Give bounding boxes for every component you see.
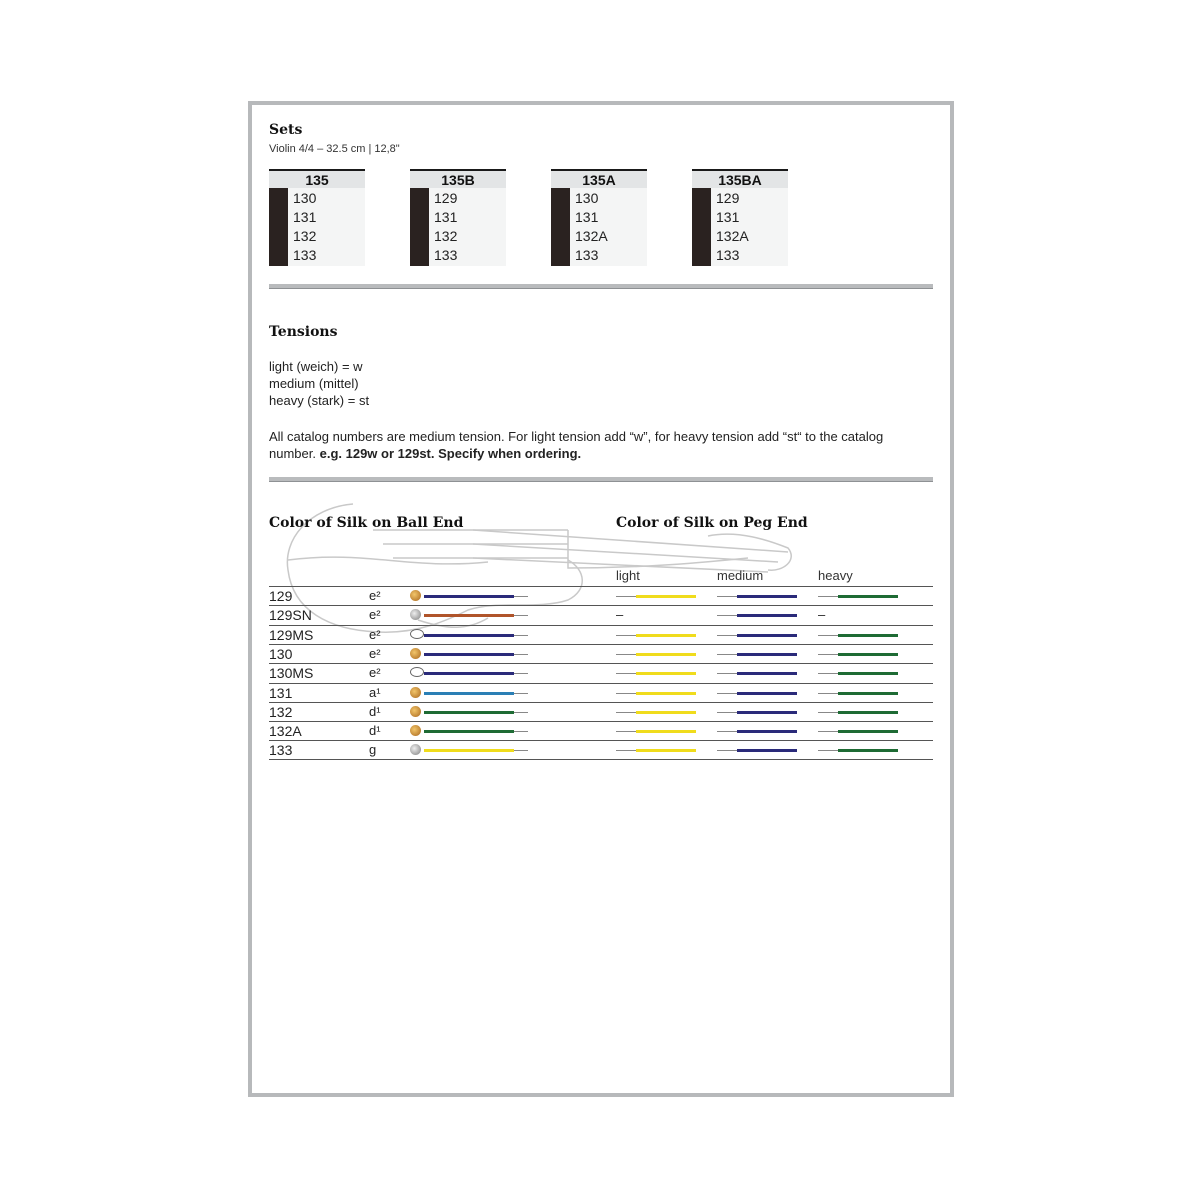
tension-heavy: heavy (stark) = st [269,393,370,408]
col-heavy: heavy [818,568,853,583]
ball-end-icon [410,725,421,736]
set-box [692,169,788,266]
divider-1 [269,284,933,289]
peg-wire [616,673,636,674]
ball-silk-swatch [424,595,514,598]
peg-light-none: – [616,607,624,623]
sets-title: Sets [269,122,303,138]
set-item: 129 [434,190,458,206]
peg-wire [818,635,838,636]
silk-row [269,721,933,740]
set-box-header [269,169,365,188]
peg-wire [818,596,838,597]
peg-wire [818,693,838,694]
ball-silk-swatch [424,634,514,637]
set-item: 131 [716,209,740,225]
ball-wire [514,654,528,655]
ball-silk-swatch [424,614,514,617]
string-note: e² [369,665,381,681]
divider-2 [269,477,933,482]
sets-subtitle: Violin 4/4 – 32.5 cm | 12,8" [269,143,400,155]
loop-end-icon [410,667,424,677]
set-box-bar [551,188,570,266]
set-item: 130 [575,190,599,206]
ball-wire [514,731,528,732]
set-item: 132 [293,228,317,244]
set-name: 135B [441,172,475,188]
peg-light-swatch [636,730,696,733]
peg-heavy-swatch [838,595,898,598]
peg-medium-swatch [737,595,797,598]
string-note: a¹ [369,684,381,700]
set-item: 133 [434,247,458,263]
set-item: 129 [716,190,740,206]
string-code: 132A [269,723,302,740]
set-box-header [692,169,788,188]
peg-wire [616,596,636,597]
loop-end-icon [410,629,424,639]
peg-heavy-swatch [838,634,898,637]
set-box-bar [269,188,288,266]
tension-note-bold: e.g. 129w or 129st. Specify when ordering. [319,446,582,461]
peg-medium-swatch [737,692,797,695]
string-code: 132 [269,703,293,720]
set-box [551,169,647,266]
set-box [410,169,506,266]
ball-end-icon [410,706,421,717]
tension-note [269,428,919,462]
peg-wire [717,635,737,636]
peg-wire [818,731,838,732]
silk-row [269,605,933,624]
set-box [269,169,365,266]
col-medium: medium [717,568,764,583]
string-note: e² [369,607,381,623]
peg-wire [818,654,838,655]
string-note: d¹ [369,703,381,719]
ball-wire [514,635,528,636]
peg-wire [818,712,838,713]
peg-medium-swatch [737,730,797,733]
string-note: e² [369,626,381,642]
string-code: 130 [269,645,293,662]
peg-medium-swatch [737,614,797,617]
peg-wire [616,654,636,655]
ball-end-icon [410,687,421,698]
set-box-header [410,169,506,188]
string-code: 131 [269,684,293,701]
ball-silk-swatch [424,749,514,752]
peg-wire [717,615,737,616]
ball-wire [514,693,528,694]
set-item: 132 [434,228,458,244]
ball-end-icon [410,590,421,601]
ball-end-icon [410,648,421,659]
peg-wire [616,635,636,636]
peg-light-swatch [636,672,696,675]
ball-silk-swatch [424,730,514,733]
peg-light-swatch [636,653,696,656]
peg-light-swatch [636,711,696,714]
peg-wire [717,673,737,674]
string-note: e² [369,645,381,661]
peg-wire [818,673,838,674]
ball-wire [514,596,528,597]
silk-row [269,740,933,760]
set-item: 133 [716,247,740,263]
ball-end-icon [410,744,421,755]
set-name: 135BA [718,172,762,188]
silk-row [269,644,933,663]
set-item: 131 [293,209,317,225]
peg-heavy-swatch [838,653,898,656]
peg-wire [616,731,636,732]
peg-light-swatch [636,634,696,637]
tension-light: light (weich) = w [269,359,363,374]
silk-row [269,683,933,702]
ball-silk-swatch [424,692,514,695]
ball-wire [514,712,528,713]
string-note: d¹ [369,723,381,739]
peg-wire [717,654,737,655]
set-item: 133 [575,247,599,263]
set-name: 135 [305,172,329,188]
peg-light-swatch [636,749,696,752]
string-code: 129SN [269,607,312,624]
peg-heavy-swatch [838,749,898,752]
silk-row [269,625,933,644]
peg-heavy-swatch [838,672,898,675]
silk-row [269,663,933,682]
peg-heavy-swatch [838,692,898,695]
ball-wire [514,750,528,751]
string-code: 129 [269,588,293,604]
peg-wire [616,693,636,694]
tensions-title: Tensions [269,324,338,340]
set-item: 132A [716,228,749,244]
peg-medium-swatch [737,653,797,656]
set-box-bar [410,188,429,266]
string-code: 130MS [269,665,314,682]
peg-heavy-swatch [838,711,898,714]
set-box-header [551,169,647,188]
tension-medium: medium (mittel) [269,376,359,391]
set-item: 130 [293,190,317,206]
peg-wire [717,693,737,694]
peg-light-swatch [636,692,696,695]
peg-wire [717,750,737,751]
ball-wire [514,615,528,616]
set-name: 135A [582,172,616,188]
peg-medium-swatch [737,711,797,714]
peg-light-swatch [636,595,696,598]
silk-row [269,702,933,721]
string-note: g [369,742,377,758]
peg-wire [818,750,838,751]
peg-wire [717,731,737,732]
peg-medium-swatch [737,749,797,752]
peg-wire [717,712,737,713]
peg-heavy-swatch [838,730,898,733]
set-item: 132A [575,228,608,244]
set-item: 131 [434,209,458,225]
string-code: 129MS [269,626,314,643]
peg-end-title: Color of Silk on Peg End [616,515,808,531]
ball-silk-swatch [424,653,514,656]
ball-silk-swatch [424,711,514,714]
set-item: 133 [293,247,317,263]
peg-wire [616,750,636,751]
ball-end-title: Color of Silk on Ball End [269,515,464,531]
string-code: 133 [269,742,293,759]
silk-row [269,586,933,605]
tension-note-text: All catalog numbers are medium tension. For light tension add “w”, for heavy tension add “st“ to the catalog number. [269,429,884,461]
ball-silk-swatch [424,672,514,675]
ball-end-icon [410,609,421,620]
set-item: 131 [575,209,599,225]
peg-medium-swatch [737,634,797,637]
set-box-bar [692,188,711,266]
peg-heavy-none: – [818,607,826,623]
peg-wire [616,712,636,713]
peg-wire [717,596,737,597]
peg-medium-swatch [737,672,797,675]
col-light: light [616,568,640,583]
string-note: e² [369,588,381,603]
ball-wire [514,673,528,674]
